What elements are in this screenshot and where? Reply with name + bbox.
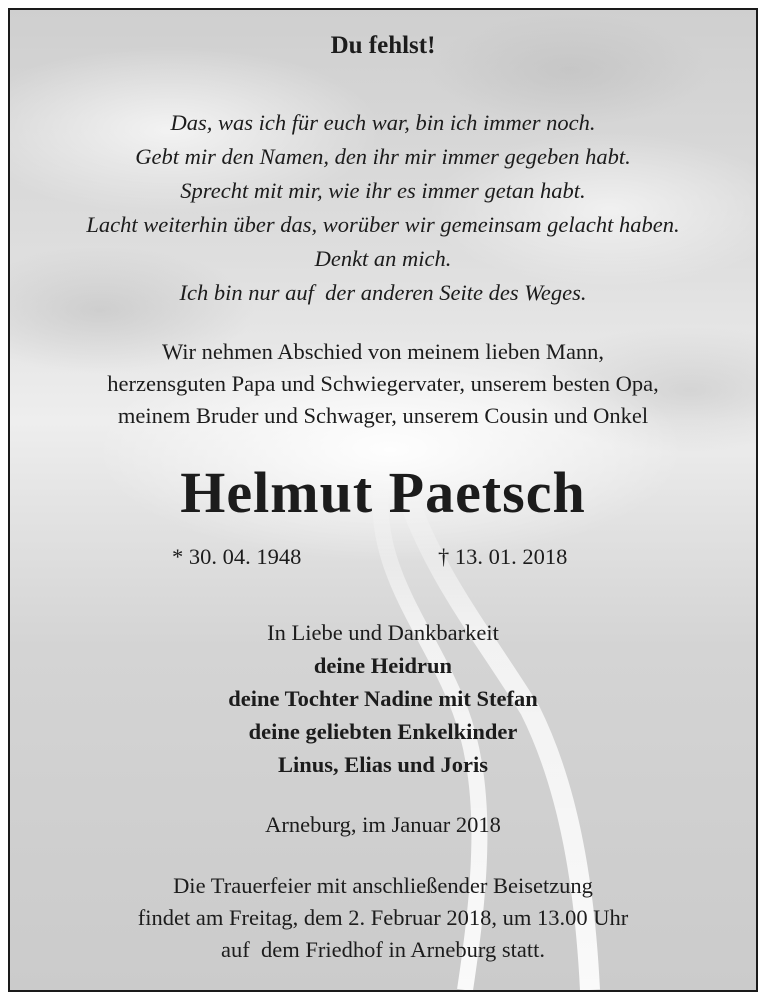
poem-line: Ich bin nur auf der anderen Seite des Weges. [179, 280, 587, 305]
intro-line: meinem Bruder und Schwager, unserem Cousin und Onkel [117, 403, 649, 428]
poem-line: Sprecht mit mir, wie ihr es immer getan habt. [180, 178, 586, 203]
mourners-intro: In Liebe und Dankbarkeit [267, 620, 499, 645]
funeral-info [10, 870, 756, 966]
death-date: † 13. 01. 2018 [438, 544, 568, 569]
intro-line: herzensguten Papa und Schwiegervater, unserem besten Opa, [107, 371, 659, 396]
mourner-line: deine geliebten Enkelkinder [248, 719, 518, 744]
poem-line: Gebt mir den Namen, den ihr mir immer gegeben habt. [135, 144, 631, 169]
funeral-line: findet am Freitag, dem 2. Februar 2018, um 13.00 Uhr [137, 905, 629, 930]
funeral-line: Die Trauerfeier mit anschließender Beisetzung [173, 873, 593, 898]
place-date: Arneburg, im Januar 2018 [265, 812, 501, 837]
mourner-line: Linus, Elias und Joris [277, 752, 489, 777]
mourner-line: deine Tochter Nadine mit Stefan [228, 686, 538, 711]
poem-line: Denkt an mich. [314, 246, 452, 271]
headline: Du fehlst! [330, 32, 436, 59]
deceased-name: Helmut Paetsch [180, 460, 586, 525]
poem-line: Das, was ich für euch war, bin ich immer noch. [170, 110, 596, 135]
mourner-line: deine Heidrun [313, 653, 453, 678]
funeral-line: auf dem Friedhof in Arneburg statt. [221, 937, 545, 962]
poem [10, 106, 756, 310]
birth-date: * 30. 04. 1948 [172, 544, 302, 569]
farewell-intro [10, 336, 756, 432]
poem-line: Lacht weiterhin über das, worüber wir gemeinsam gelacht haben. [86, 212, 680, 237]
obituary-notice [8, 8, 758, 992]
intro-line: Wir nehmen Abschied von meinem lieben Mann, [161, 339, 605, 364]
mourners [10, 616, 756, 781]
